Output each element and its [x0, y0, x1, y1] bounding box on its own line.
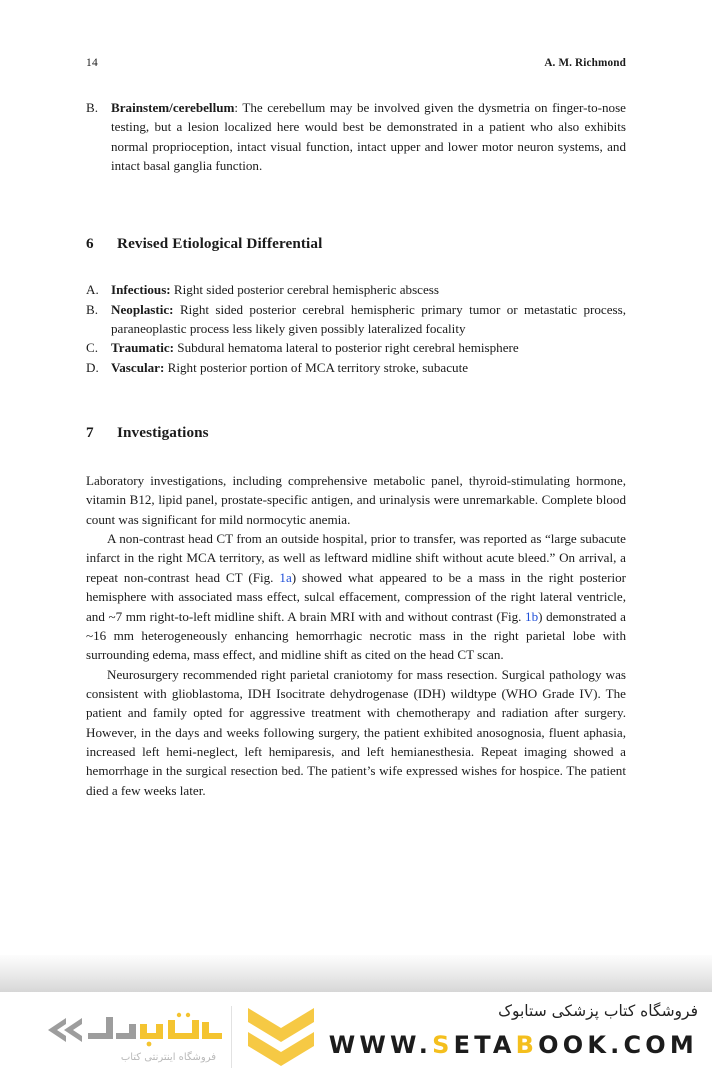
spacer [86, 377, 626, 423]
footer-tagline: فروشگاه کتاب پزشکی ستابوک [498, 1002, 698, 1020]
list-brainstem [86, 98, 626, 175]
list-marker: B. [86, 100, 99, 115]
logo-subtitle: فروشگاه اینترنتی کتاب [120, 1052, 216, 1063]
list-etiologies [86, 280, 626, 377]
footer-watermark [0, 955, 712, 1079]
list-marker: D. [86, 359, 99, 375]
list-item-text [111, 358, 626, 377]
setabook-logo [28, 1000, 298, 1078]
footer-content [0, 992, 712, 1079]
list-item-term: Infectious: [111, 282, 171, 298]
list-item-term: Brainstem/cerebellum [111, 100, 235, 115]
paragraph-imaging-part1: A non-contrast head CT from an outside hospital, prior to transfer, was reported as “large subacute infarct in the right MCA territory, as well as leftward midline shift without acute bleed.” On arrival, a repeat non-contrast head CT (Fig. [86, 531, 626, 585]
list-marker: C. [86, 340, 99, 356]
logo-divider [231, 1006, 232, 1068]
page-number: 14 [86, 57, 98, 69]
paragraph-imaging-part2: ) showed what appeared to be a mass in the right posterior hemisphere with associated mass effect, sulcal effacement, compression of the right lateral ventricle, and ~7 mm right-to-left midline shift. A brain MRI with and without contrast (Fig. [86, 569, 627, 624]
list-item-text [111, 98, 626, 175]
url-s: S [432, 1031, 454, 1059]
list-item-body: : The cerebellum may be involved given the dysmetria on finger-to-nose testing, but a lesion localized here would best be demonstrated in a patient who also exhibits normal proprioception, intact visual function, intact upper and lower motor neuron systems, and intact basal ganglia function. [111, 100, 626, 174]
table-row [86, 280, 626, 299]
table-row [86, 300, 626, 339]
list-item-body: Right sided posterior cerebral hemispheric abscess [170, 282, 439, 298]
list-item-term: Traumatic: [111, 340, 175, 356]
paragraph-labs: Laboratory investigations, including comprehensive metabolic panel, thyroid-stimulating hormone, vitamin B12, lipid panel, prostate-specific antigen, and urinalysis were unremarkable. Complete blood count was significant for mild normocytic anemia. [86, 473, 626, 527]
url-prefix: WWW. [328, 1031, 433, 1059]
figure-link-1a[interactable]: 1a [279, 569, 292, 585]
footer-url[interactable] [298, 1029, 698, 1061]
spacer [86, 254, 626, 280]
footer-gradient-band [0, 955, 712, 992]
list-item [86, 98, 626, 175]
list-item-term: Neoplastic: [111, 301, 174, 317]
figure-link-1b[interactable]: 1b [525, 608, 539, 624]
list-item-body: Right posterior portion of MCA territory stroke, subacute [164, 359, 469, 375]
paragraph-course: Neurosurgery recommended right parietal craniotomy for mass resection. Surgical pathology was consistent with glioblastoma, IDH Isocitrate dehydrogenase (IDH) wildtype (WHO Grade IV). The patient and family opted for aggressive treatment with chemotherapy and radiation after surgery. However, in the days and weeks following surgery, the patient exhibited anosognosia, fluent aphasia, increased left hemi-neglect, left hemiparesis, and left hemianesthesia. Repeat imaging showed a hemorrhage in the surgical resection bed. The patient’s wife expressed wishes for hospice. The patient died a few weeks later. [86, 666, 626, 798]
running-author: A. M. Richmond [544, 57, 626, 69]
section-title: Investigations [117, 424, 209, 442]
list-item-body: Subdural hematoma lateral to posterior right cerebral hemisphere [174, 340, 519, 356]
paragraph-imaging-part3: ) demonstrated a ~16 mm heterogeneously enhancing hemorrhagic necrotic mass in the right parietal lobe with surrounding edema, mass effect, and midline shift as cited on the head CT scan. [86, 608, 626, 663]
list-marker: A. [86, 282, 99, 298]
list-item-text [111, 280, 626, 299]
url-eta: ETA [453, 1031, 516, 1059]
logo-wordmark-icon [36, 1006, 226, 1052]
list-item-text [111, 338, 626, 357]
url-b: B [515, 1031, 539, 1059]
body-column [86, 98, 626, 800]
table-row [86, 338, 626, 357]
spacer [86, 443, 626, 471]
section-number: 6 [86, 235, 94, 253]
url-suffix: OOK.COM [538, 1031, 698, 1059]
paragraph-imaging [86, 529, 626, 664]
list-item-body: Right sided posterior cerebral hemispheric primary tumor or metastatic process, paraneoplastic process less likely given possibly lateralized focality [111, 301, 626, 337]
spacer [86, 175, 626, 234]
list-item-term: Vascular: [111, 359, 165, 375]
footer-brand-text [298, 998, 698, 1061]
list-marker: B. [86, 301, 99, 317]
section-title: Revised Etiological Differential [117, 235, 323, 253]
section-number: 7 [86, 424, 94, 442]
section-heading-7 [86, 423, 626, 443]
section-heading-6 [86, 234, 626, 254]
list-item-text [111, 300, 626, 339]
table-row [86, 358, 626, 377]
running-head [86, 54, 626, 72]
